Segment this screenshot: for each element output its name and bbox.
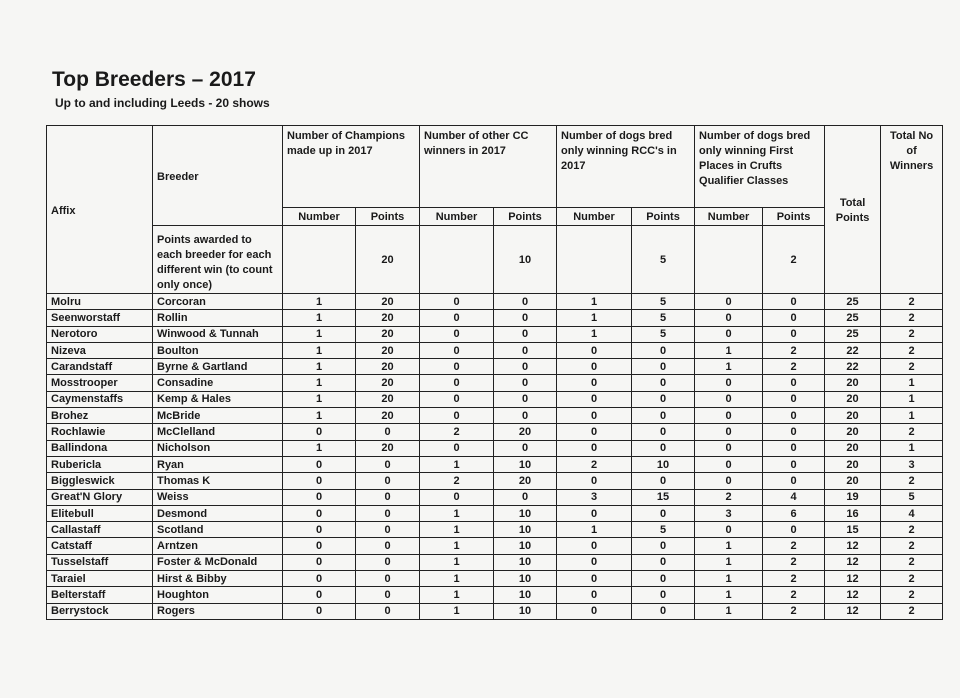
cell-champions-points: 0 xyxy=(356,587,420,603)
cell-breeder: Arntzen xyxy=(153,538,283,554)
cell-total-winners: 2 xyxy=(881,603,943,619)
table-row xyxy=(47,391,943,407)
cell-first-places-number: 0 xyxy=(695,391,763,407)
cell-total-points: 20 xyxy=(825,440,881,456)
table-row xyxy=(47,342,943,358)
cell-first-places-points: 0 xyxy=(763,456,825,472)
cell-champions-number: 1 xyxy=(283,326,356,342)
cell-champions-points: 0 xyxy=(356,489,420,505)
cell-first-places-points: 0 xyxy=(763,440,825,456)
cell-first-places-points: 0 xyxy=(763,424,825,440)
cell-rcc-points: 0 xyxy=(632,408,695,424)
cell-total-winners: 1 xyxy=(881,391,943,407)
cell-first-places-number: 2 xyxy=(695,489,763,505)
award-first-places-number xyxy=(695,226,763,294)
cell-rcc-points: 0 xyxy=(632,391,695,407)
cell-champions-number: 0 xyxy=(283,554,356,570)
cell-rcc-points: 0 xyxy=(632,342,695,358)
cell-other-cc-number: 2 xyxy=(420,424,494,440)
cell-breeder: Byrne & Gartland xyxy=(153,359,283,375)
cell-first-places-number: 1 xyxy=(695,359,763,375)
cell-total-winners: 2 xyxy=(881,473,943,489)
cell-total-winners: 2 xyxy=(881,424,943,440)
cell-other-cc-number: 1 xyxy=(420,538,494,554)
cell-rcc-number: 0 xyxy=(557,440,632,456)
cell-other-cc-number: 1 xyxy=(420,603,494,619)
cell-affix: Taraiel xyxy=(47,571,153,587)
cell-breeder: Ryan xyxy=(153,456,283,472)
cell-first-places-points: 2 xyxy=(763,342,825,358)
cell-other-cc-points: 10 xyxy=(494,603,557,619)
cell-champions-points: 20 xyxy=(356,342,420,358)
cell-rcc-points: 0 xyxy=(632,571,695,587)
cell-other-cc-points: 0 xyxy=(494,391,557,407)
cell-breeder: McBride xyxy=(153,408,283,424)
cell-first-places-points: 2 xyxy=(763,359,825,375)
cell-first-places-points: 2 xyxy=(763,538,825,554)
cell-rcc-points: 10 xyxy=(632,456,695,472)
header-other-cc: Number of other CC winners in 2017 xyxy=(420,126,557,208)
cell-first-places-points: 6 xyxy=(763,505,825,521)
cell-first-places-points: 0 xyxy=(763,375,825,391)
cell-champions-points: 20 xyxy=(356,375,420,391)
table-row xyxy=(47,522,943,538)
cell-rcc-points: 0 xyxy=(632,440,695,456)
cell-rcc-number: 0 xyxy=(557,538,632,554)
points-awarded-row xyxy=(47,226,943,294)
cell-first-places-points: 0 xyxy=(763,408,825,424)
cell-other-cc-points: 10 xyxy=(494,587,557,603)
cell-rcc-points: 0 xyxy=(632,375,695,391)
cell-total-points: 25 xyxy=(825,310,881,326)
cell-first-places-points: 0 xyxy=(763,473,825,489)
award-champions-points: 20 xyxy=(356,226,420,294)
header-affix: Affix xyxy=(47,126,153,294)
cell-rcc-points: 0 xyxy=(632,587,695,603)
cell-total-winners: 2 xyxy=(881,571,943,587)
cell-total-winners: 2 xyxy=(881,310,943,326)
cell-champions-number: 0 xyxy=(283,489,356,505)
cell-champions-number: 0 xyxy=(283,571,356,587)
cell-breeder: Nicholson xyxy=(153,440,283,456)
cell-breeder: Scotland xyxy=(153,522,283,538)
breeders-table xyxy=(46,125,943,620)
cell-breeder: Boulton xyxy=(153,342,283,358)
cell-rcc-number: 1 xyxy=(557,310,632,326)
cell-total-winners: 2 xyxy=(881,342,943,358)
cell-affix: Ballindona xyxy=(47,440,153,456)
cell-other-cc-number: 2 xyxy=(420,473,494,489)
cell-other-cc-points: 0 xyxy=(494,375,557,391)
cell-affix: Berrystock xyxy=(47,603,153,619)
cell-total-points: 12 xyxy=(825,587,881,603)
cell-other-cc-number: 1 xyxy=(420,587,494,603)
award-champions-number xyxy=(283,226,356,294)
table-row xyxy=(47,424,943,440)
breeders-table-body xyxy=(47,294,943,620)
cell-first-places-number: 1 xyxy=(695,603,763,619)
table-row xyxy=(47,359,943,375)
table-row xyxy=(47,489,943,505)
cell-champions-points: 0 xyxy=(356,456,420,472)
cell-champions-points: 0 xyxy=(356,424,420,440)
table-row xyxy=(47,326,943,342)
cell-rcc-points: 0 xyxy=(632,603,695,619)
cell-total-winners: 3 xyxy=(881,456,943,472)
cell-breeder: Rollin xyxy=(153,310,283,326)
cell-rcc-number: 2 xyxy=(557,456,632,472)
cell-rcc-number: 0 xyxy=(557,359,632,375)
cell-first-places-number: 0 xyxy=(695,473,763,489)
cell-rcc-number: 0 xyxy=(557,603,632,619)
cell-first-places-points: 2 xyxy=(763,554,825,570)
award-other-cc-points: 10 xyxy=(494,226,557,294)
cell-affix: Nerotoro xyxy=(47,326,153,342)
header-total-points: Total Points xyxy=(825,126,881,294)
cell-first-places-points: 0 xyxy=(763,326,825,342)
cell-other-cc-number: 0 xyxy=(420,391,494,407)
cell-other-cc-number: 1 xyxy=(420,456,494,472)
cell-rcc-number: 0 xyxy=(557,375,632,391)
cell-other-cc-points: 0 xyxy=(494,408,557,424)
cell-breeder: Kemp & Hales xyxy=(153,391,283,407)
cell-first-places-points: 0 xyxy=(763,310,825,326)
cell-rcc-points: 0 xyxy=(632,424,695,440)
subheader-points: Points xyxy=(763,208,825,226)
cell-affix: Seenworstaff xyxy=(47,310,153,326)
cell-first-places-number: 1 xyxy=(695,538,763,554)
cell-other-cc-points: 0 xyxy=(494,359,557,375)
cell-total-points: 25 xyxy=(825,294,881,310)
cell-rcc-number: 0 xyxy=(557,473,632,489)
cell-affix: Tusselstaff xyxy=(47,554,153,570)
header-champions: Number of Champions made up in 2017 xyxy=(283,126,420,208)
cell-rcc-points: 0 xyxy=(632,359,695,375)
cell-total-points: 16 xyxy=(825,505,881,521)
cell-other-cc-points: 0 xyxy=(494,342,557,358)
table-row xyxy=(47,440,943,456)
header-breeder: Breeder xyxy=(153,126,283,226)
cell-other-cc-points: 10 xyxy=(494,571,557,587)
cell-first-places-number: 0 xyxy=(695,408,763,424)
subheader-number: Number xyxy=(695,208,763,226)
cell-champions-number: 1 xyxy=(283,408,356,424)
cell-first-places-number: 3 xyxy=(695,505,763,521)
points-awarded-label: Points awarded to each breeder for each different win (to count only once) xyxy=(153,226,283,294)
cell-champions-number: 0 xyxy=(283,473,356,489)
cell-first-places-points: 2 xyxy=(763,603,825,619)
award-rcc-points: 5 xyxy=(632,226,695,294)
cell-breeder: Corcoran xyxy=(153,294,283,310)
cell-first-places-number: 0 xyxy=(695,294,763,310)
cell-other-cc-number: 1 xyxy=(420,522,494,538)
cell-affix: Biggleswick xyxy=(47,473,153,489)
cell-first-places-number: 0 xyxy=(695,310,763,326)
cell-rcc-number: 0 xyxy=(557,587,632,603)
cell-rcc-points: 0 xyxy=(632,538,695,554)
cell-total-points: 20 xyxy=(825,456,881,472)
table-row xyxy=(47,408,943,424)
cell-total-points: 20 xyxy=(825,424,881,440)
cell-champions-points: 20 xyxy=(356,310,420,326)
cell-total-winners: 1 xyxy=(881,440,943,456)
cell-other-cc-points: 10 xyxy=(494,505,557,521)
cell-total-winners: 1 xyxy=(881,375,943,391)
cell-champions-number: 0 xyxy=(283,505,356,521)
cell-champions-number: 1 xyxy=(283,342,356,358)
cell-other-cc-number: 0 xyxy=(420,440,494,456)
cell-other-cc-points: 0 xyxy=(494,294,557,310)
cell-breeder: Rogers xyxy=(153,603,283,619)
cell-total-winners: 2 xyxy=(881,587,943,603)
cell-first-places-points: 2 xyxy=(763,571,825,587)
table-row xyxy=(47,554,943,570)
cell-breeder: Consadine xyxy=(153,375,283,391)
cell-total-points: 22 xyxy=(825,359,881,375)
cell-rcc-number: 0 xyxy=(557,408,632,424)
cell-champions-points: 0 xyxy=(356,571,420,587)
cell-rcc-number: 0 xyxy=(557,342,632,358)
cell-other-cc-points: 0 xyxy=(494,489,557,505)
cell-champions-points: 20 xyxy=(356,440,420,456)
cell-champions-points: 0 xyxy=(356,603,420,619)
cell-breeder: McClelland xyxy=(153,424,283,440)
cell-breeder: Weiss xyxy=(153,489,283,505)
award-first-places-points: 2 xyxy=(763,226,825,294)
cell-total-winners: 1 xyxy=(881,408,943,424)
cell-total-winners: 2 xyxy=(881,522,943,538)
cell-rcc-points: 0 xyxy=(632,554,695,570)
cell-champions-points: 20 xyxy=(356,359,420,375)
cell-other-cc-points: 10 xyxy=(494,538,557,554)
table-row xyxy=(47,587,943,603)
cell-champions-number: 1 xyxy=(283,310,356,326)
header-total-winners: Total No of Winners xyxy=(881,126,943,294)
table-row xyxy=(47,603,943,619)
header-first-places: Number of dogs bred only winning First Places in Crufts Qualifier Classes xyxy=(695,126,825,208)
cell-total-points: 20 xyxy=(825,473,881,489)
cell-champions-points: 0 xyxy=(356,522,420,538)
cell-total-winners: 2 xyxy=(881,538,943,554)
cell-affix: Catstaff xyxy=(47,538,153,554)
table-row xyxy=(47,310,943,326)
cell-first-places-number: 0 xyxy=(695,375,763,391)
cell-first-places-number: 0 xyxy=(695,440,763,456)
cell-champions-number: 1 xyxy=(283,391,356,407)
cell-other-cc-number: 0 xyxy=(420,342,494,358)
cell-first-places-points: 2 xyxy=(763,587,825,603)
cell-breeder: Thomas K xyxy=(153,473,283,489)
cell-rcc-points: 5 xyxy=(632,326,695,342)
cell-rcc-number: 3 xyxy=(557,489,632,505)
cell-rcc-number: 0 xyxy=(557,554,632,570)
cell-rcc-points: 5 xyxy=(632,522,695,538)
cell-other-cc-number: 0 xyxy=(420,489,494,505)
cell-champions-points: 0 xyxy=(356,473,420,489)
cell-first-places-number: 0 xyxy=(695,326,763,342)
cell-first-places-points: 4 xyxy=(763,489,825,505)
cell-breeder: Houghton xyxy=(153,587,283,603)
cell-total-points: 20 xyxy=(825,408,881,424)
cell-first-places-number: 1 xyxy=(695,554,763,570)
table-row xyxy=(47,294,943,310)
table-row xyxy=(47,375,943,391)
cell-other-cc-number: 0 xyxy=(420,375,494,391)
cell-affix: Belterstaff xyxy=(47,587,153,603)
cell-total-winners: 2 xyxy=(881,326,943,342)
cell-champions-number: 0 xyxy=(283,603,356,619)
cell-affix: Molru xyxy=(47,294,153,310)
cell-other-cc-points: 0 xyxy=(494,326,557,342)
table-row xyxy=(47,538,943,554)
cell-first-places-number: 1 xyxy=(695,571,763,587)
cell-total-points: 19 xyxy=(825,489,881,505)
cell-first-places-points: 0 xyxy=(763,522,825,538)
cell-champions-points: 20 xyxy=(356,294,420,310)
cell-first-places-points: 0 xyxy=(763,294,825,310)
cell-affix: Brohez xyxy=(47,408,153,424)
cell-other-cc-number: 0 xyxy=(420,310,494,326)
cell-rcc-points: 15 xyxy=(632,489,695,505)
cell-first-places-number: 1 xyxy=(695,587,763,603)
cell-champions-number: 0 xyxy=(283,522,356,538)
table-row xyxy=(47,456,943,472)
cell-affix: Great'N Glory xyxy=(47,489,153,505)
table-row xyxy=(47,473,943,489)
cell-first-places-number: 0 xyxy=(695,424,763,440)
cell-affix: Rubericla xyxy=(47,456,153,472)
cell-champions-number: 0 xyxy=(283,424,356,440)
cell-other-cc-points: 10 xyxy=(494,554,557,570)
cell-other-cc-number: 0 xyxy=(420,408,494,424)
cell-champions-number: 0 xyxy=(283,456,356,472)
cell-first-places-number: 0 xyxy=(695,522,763,538)
cell-total-winners: 4 xyxy=(881,505,943,521)
table-row xyxy=(47,571,943,587)
subheader-points: Points xyxy=(494,208,557,226)
cell-champions-number: 0 xyxy=(283,538,356,554)
cell-other-cc-points: 20 xyxy=(494,424,557,440)
cell-affix: Caymenstaffs xyxy=(47,391,153,407)
header-row xyxy=(47,126,943,208)
cell-rcc-number: 1 xyxy=(557,294,632,310)
cell-other-cc-points: 10 xyxy=(494,456,557,472)
cell-total-points: 25 xyxy=(825,326,881,342)
cell-rcc-points: 0 xyxy=(632,473,695,489)
cell-champions-number: 1 xyxy=(283,359,356,375)
cell-rcc-number: 0 xyxy=(557,424,632,440)
cell-other-cc-number: 1 xyxy=(420,554,494,570)
cell-other-cc-points: 20 xyxy=(494,473,557,489)
subheader-number: Number xyxy=(283,208,356,226)
cell-other-cc-number: 0 xyxy=(420,326,494,342)
cell-champions-points: 20 xyxy=(356,391,420,407)
document-subtitle: Up to and including Leeds - 20 shows xyxy=(55,96,270,110)
cell-total-points: 12 xyxy=(825,571,881,587)
cell-affix: Callastaff xyxy=(47,522,153,538)
subheader-points: Points xyxy=(632,208,695,226)
cell-total-winners: 5 xyxy=(881,489,943,505)
cell-first-places-points: 0 xyxy=(763,391,825,407)
award-rcc-number xyxy=(557,226,632,294)
subheader-number: Number xyxy=(557,208,632,226)
cell-total-points: 12 xyxy=(825,603,881,619)
cell-rcc-number: 1 xyxy=(557,522,632,538)
cell-other-cc-number: 1 xyxy=(420,505,494,521)
subheader-points: Points xyxy=(356,208,420,226)
document-title: Top Breeders – 2017 xyxy=(52,68,256,91)
cell-other-cc-number: 0 xyxy=(420,359,494,375)
table-row xyxy=(47,505,943,521)
cell-total-points: 12 xyxy=(825,538,881,554)
cell-champions-number: 1 xyxy=(283,375,356,391)
cell-breeder: Desmond xyxy=(153,505,283,521)
cell-rcc-points: 5 xyxy=(632,310,695,326)
cell-other-cc-points: 0 xyxy=(494,310,557,326)
cell-affix: Rochlawie xyxy=(47,424,153,440)
cell-rcc-points: 5 xyxy=(632,294,695,310)
cell-total-points: 15 xyxy=(825,522,881,538)
cell-breeder: Foster & McDonald xyxy=(153,554,283,570)
cell-other-cc-points: 0 xyxy=(494,440,557,456)
cell-rcc-number: 0 xyxy=(557,505,632,521)
cell-affix: Elitebull xyxy=(47,505,153,521)
cell-champions-number: 1 xyxy=(283,294,356,310)
cell-total-points: 12 xyxy=(825,554,881,570)
cell-champions-points: 0 xyxy=(356,505,420,521)
cell-rcc-number: 0 xyxy=(557,571,632,587)
cell-rcc-points: 0 xyxy=(632,505,695,521)
cell-total-winners: 2 xyxy=(881,294,943,310)
cell-affix: Nizeva xyxy=(47,342,153,358)
cell-breeder: Hirst & Bibby xyxy=(153,571,283,587)
cell-champions-points: 0 xyxy=(356,538,420,554)
cell-first-places-number: 0 xyxy=(695,456,763,472)
cell-first-places-number: 1 xyxy=(695,342,763,358)
header-rcc: Number of dogs bred only winning RCC's in 2017 xyxy=(557,126,695,208)
cell-rcc-number: 0 xyxy=(557,391,632,407)
subheader-number: Number xyxy=(420,208,494,226)
cell-champions-points: 20 xyxy=(356,408,420,424)
cell-rcc-number: 1 xyxy=(557,326,632,342)
cell-affix: Mosstrooper xyxy=(47,375,153,391)
award-other-cc-number xyxy=(420,226,494,294)
cell-other-cc-number: 1 xyxy=(420,571,494,587)
cell-total-winners: 2 xyxy=(881,554,943,570)
cell-champions-points: 0 xyxy=(356,554,420,570)
cell-total-points: 22 xyxy=(825,342,881,358)
cell-champions-number: 0 xyxy=(283,587,356,603)
cell-affix: Carandstaff xyxy=(47,359,153,375)
cell-other-cc-number: 0 xyxy=(420,294,494,310)
cell-breeder: Winwood & Tunnah xyxy=(153,326,283,342)
cell-total-points: 20 xyxy=(825,391,881,407)
cell-total-points: 20 xyxy=(825,375,881,391)
cell-other-cc-points: 10 xyxy=(494,522,557,538)
cell-total-winners: 2 xyxy=(881,359,943,375)
cell-champions-points: 20 xyxy=(356,326,420,342)
cell-champions-number: 1 xyxy=(283,440,356,456)
